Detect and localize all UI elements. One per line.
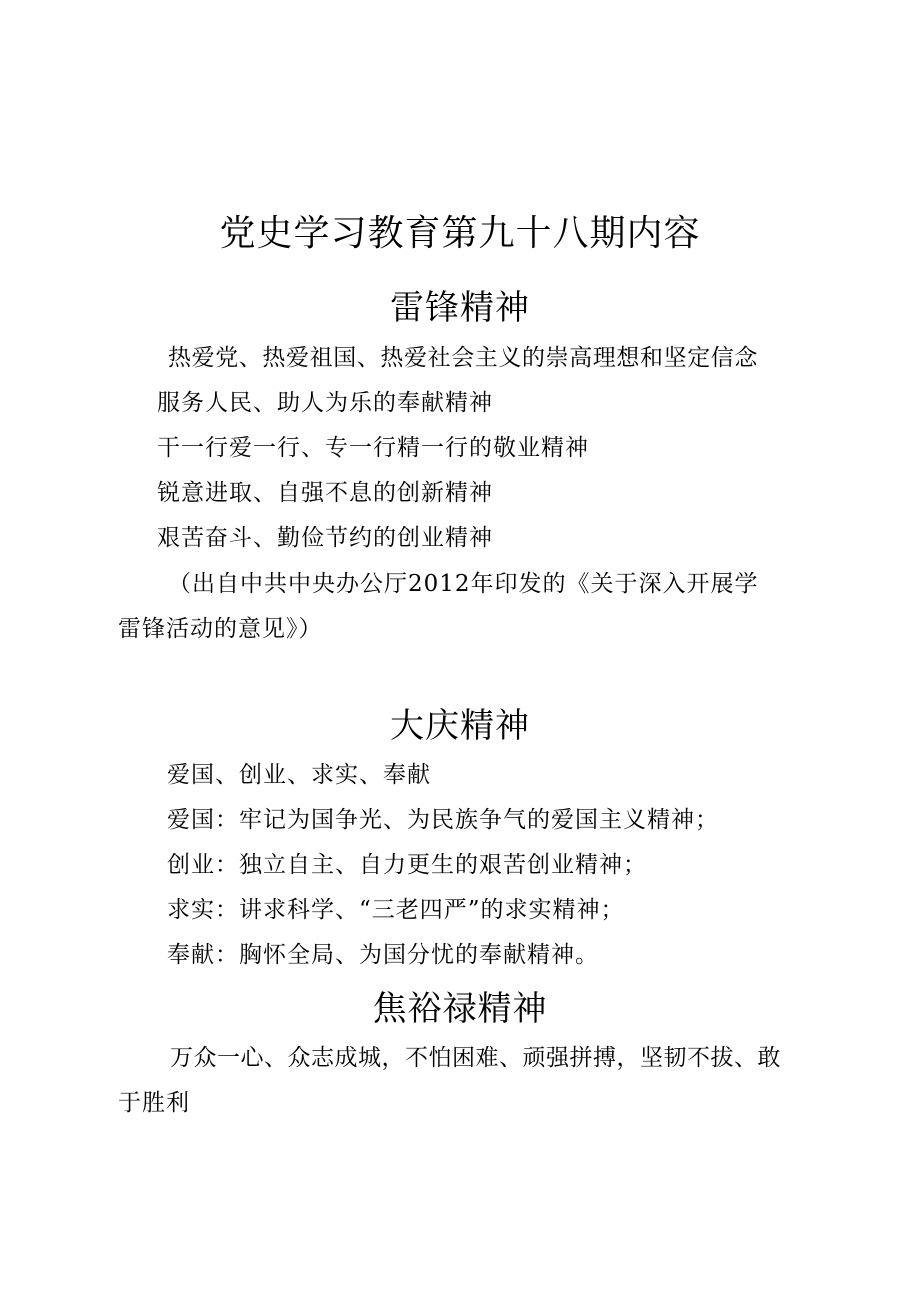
document-title: 党史学习教育第九十八期内容: [219, 213, 701, 254]
paragraph-line: 热爱党、热爱祖国、热爱社会主义的崇高理想和坚定信念: [168, 345, 758, 371]
paragraph-line: 求实：讲求科学、“三老四严”的求实精神；: [167, 897, 625, 923]
paragraph-line: 雷锋活动的意见》）: [118, 616, 323, 642]
section-heading-daqing: 大庆精神: [390, 706, 530, 746]
section-heading-jiaoyulu: 焦裕禄精神: [372, 989, 548, 1029]
section-heading-leifeng: 雷锋精神: [390, 288, 530, 328]
paragraph-line: 爱国、创业、求实、奉献: [167, 762, 431, 788]
paragraph-line: 万众一心、众志成城，不怕困难、顽强拼搏，坚韧不拔、敢: [170, 1045, 781, 1071]
paragraph-line: 服务人民、助人为乐的奉献精神: [157, 390, 493, 416]
paragraph-line: 于胜利: [118, 1090, 190, 1116]
paragraph-line: 锐意进取、自强不息的创新精神: [157, 480, 493, 506]
paragraph-line: 爱国：牢记为国争光、为民族争气的爱国主义精神；: [167, 807, 719, 833]
paragraph-line: 奉献：胸怀全局、为国分忧的奉献精神。: [167, 942, 599, 968]
paragraph-line: 干一行爱一行、专一行精一行的敬业精神: [157, 435, 589, 461]
paragraph-line: （出自中共中央办公厅2012年印发的《关于深入开展学: [168, 571, 759, 597]
paragraph-line: 创业：独立自主、自力更生的艰苦创业精神；: [167, 852, 647, 878]
paragraph-line: 艰苦奋斗、勤俭节约的创业精神: [157, 525, 493, 551]
